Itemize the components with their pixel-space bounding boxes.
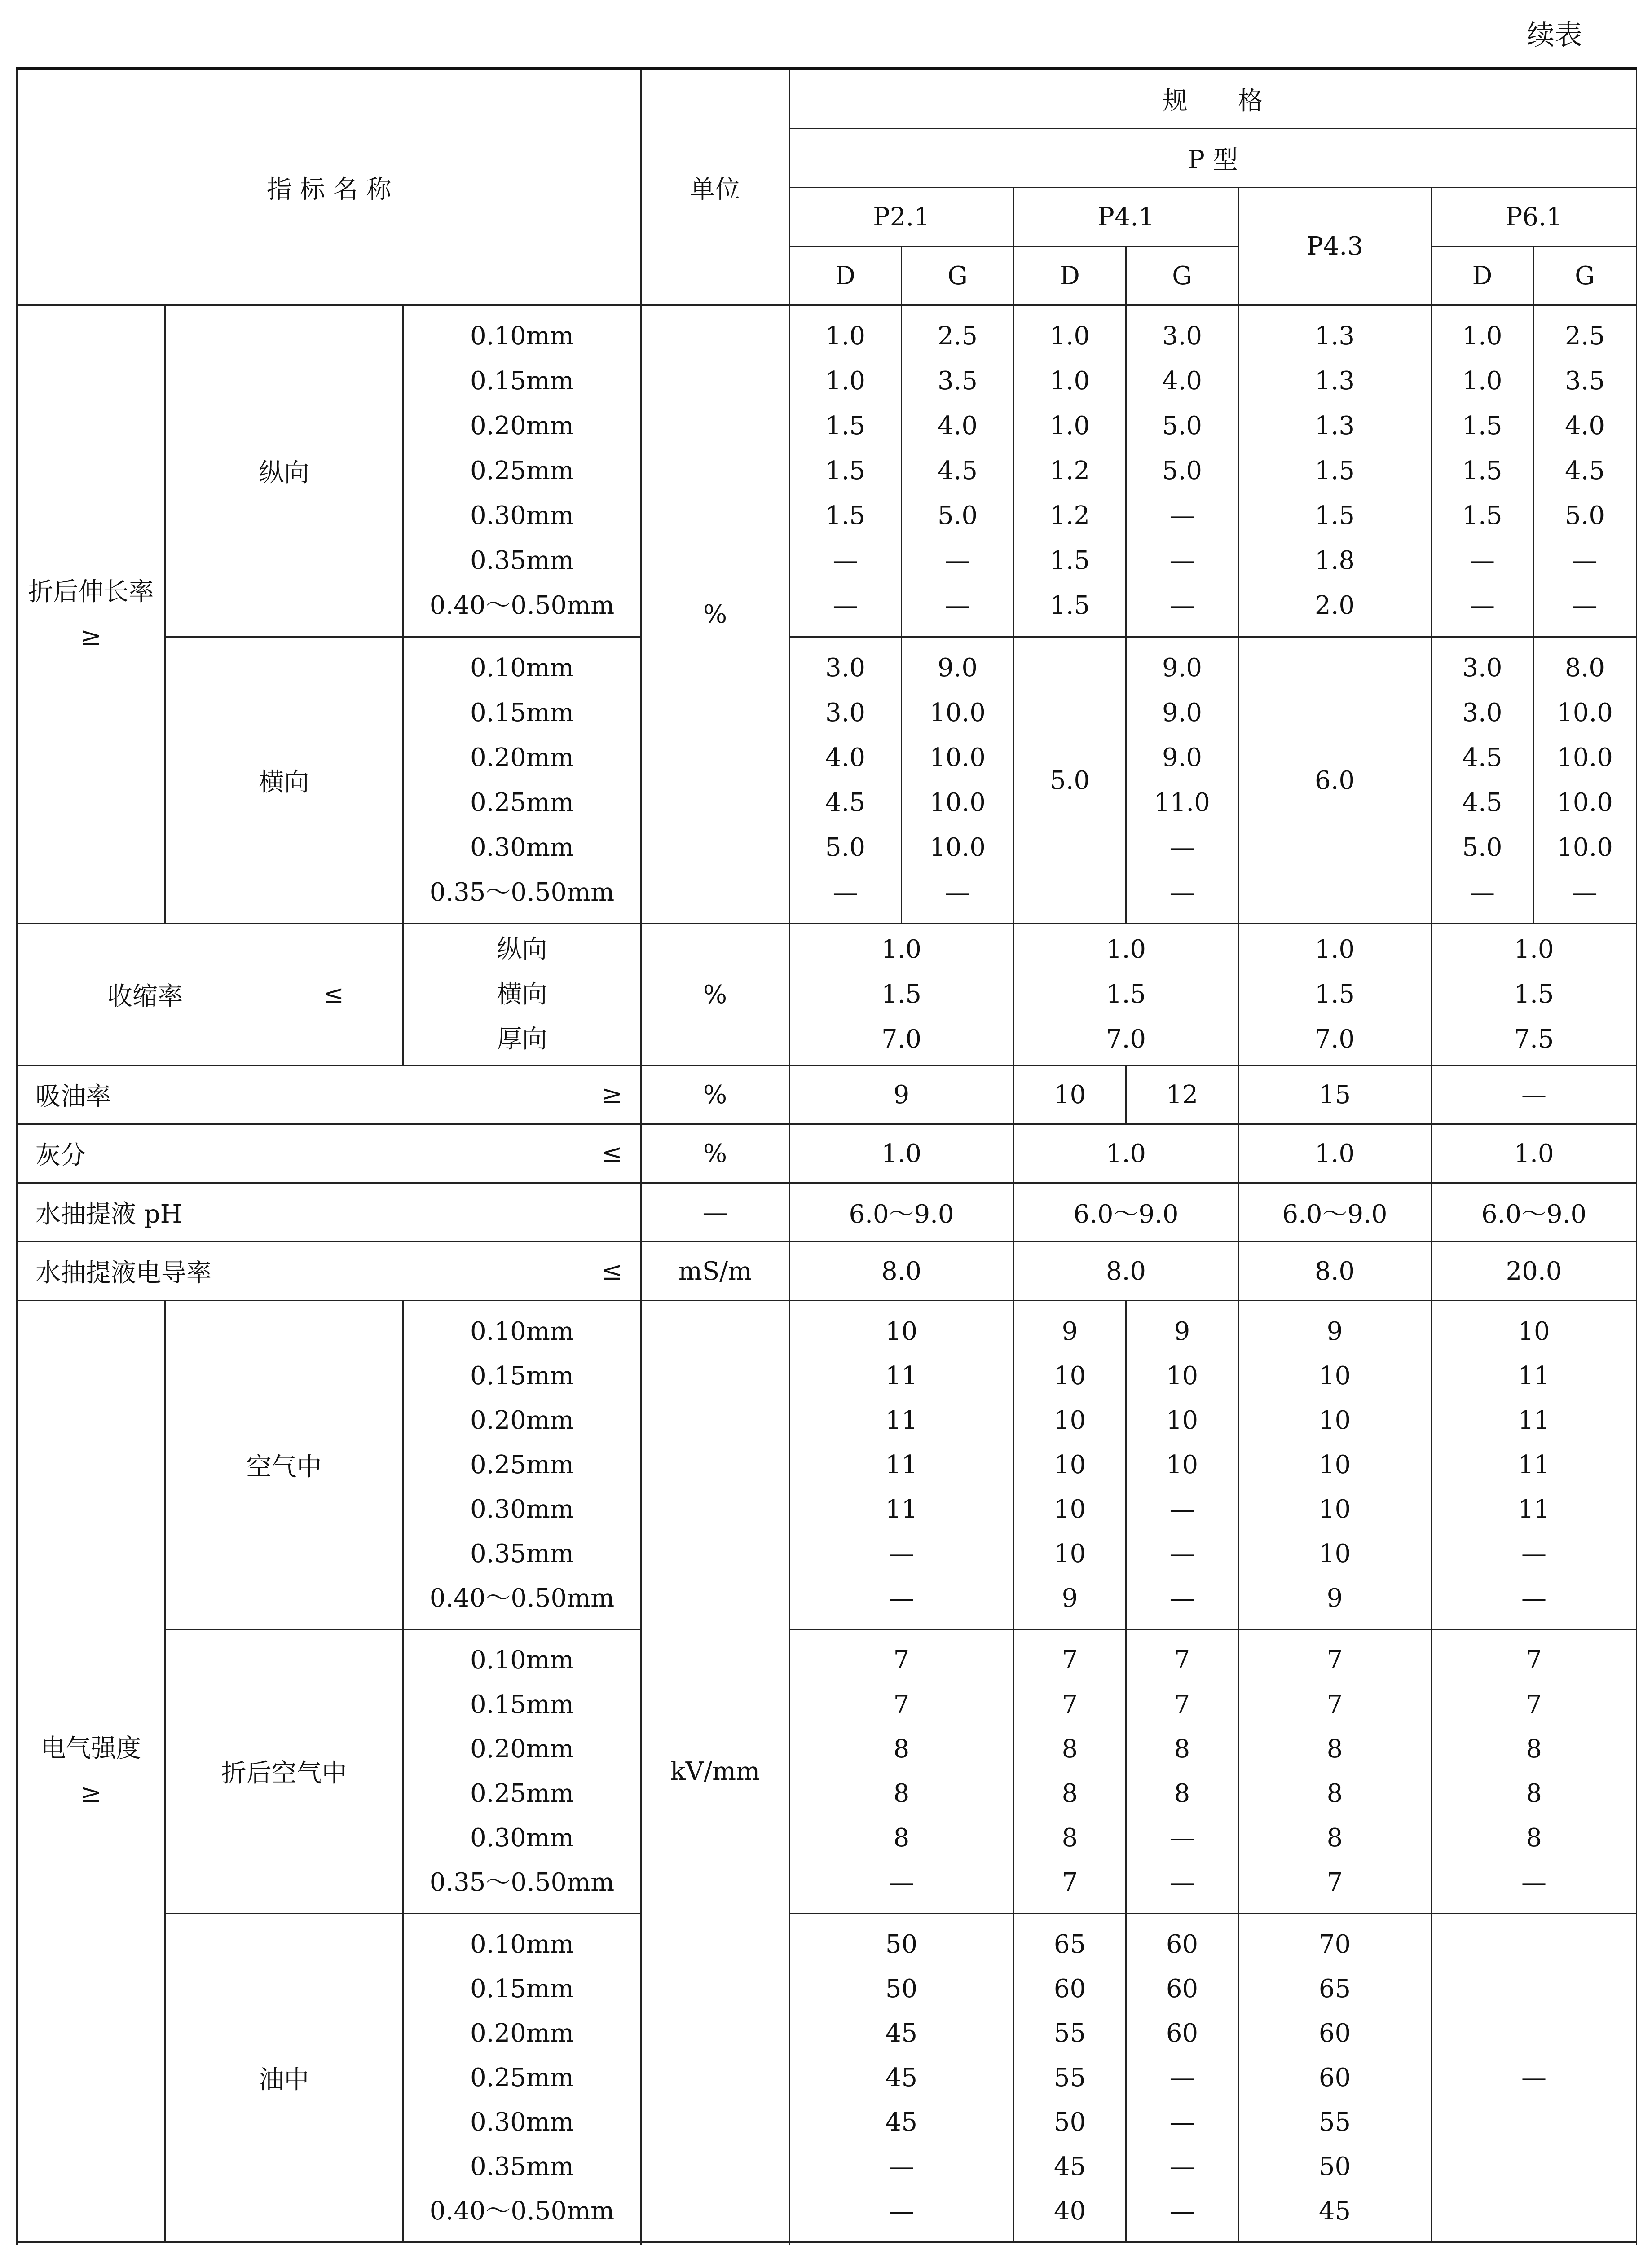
cond-sign: ≤ — [601, 1256, 622, 1286]
oil-abs-p41g: 12 — [1126, 1065, 1238, 1124]
elec-fold-p21: 7 7 8 8 8 — — [789, 1629, 1014, 1914]
oil-abs-p41d: 10 — [1014, 1065, 1126, 1124]
elong-long-p21d: 1.0 1.0 1.5 1.5 1.5 — — — [789, 305, 902, 637]
shrink-p61: 1.0 1.5 7.5 — [1432, 924, 1637, 1065]
ph-p41: 6.0～9.0 — [1014, 1183, 1238, 1242]
elec-oil-name: 油中 — [165, 1914, 403, 2242]
oil-abs-name-cell — [17, 1065, 641, 1124]
elong-trans-thickness: 0.10mm 0.15mm 0.20mm 0.25mm 0.30mm 0.35～0.50mm — [403, 637, 641, 924]
elong-trans-name: 横向 — [165, 637, 403, 924]
ph-p43: 6.0～9.0 — [1238, 1183, 1432, 1242]
cond-p61: 20.0 — [1432, 1242, 1637, 1301]
elong-long-p61d: 1.0 1.0 1.5 1.5 1.5 — — — [1432, 305, 1533, 637]
shrink-sign: ≤ — [323, 980, 344, 1009]
elec-air-name: 空气中 — [165, 1301, 403, 1629]
grade-p61: P6.1 — [1432, 188, 1637, 247]
elec-air-p41d: 9 10 10 10 10 10 9 — [1014, 1301, 1126, 1629]
elec-fold-p41d: 7 7 8 8 8 7 — [1014, 1629, 1126, 1914]
shrink-p21: 1.0 1.5 7.0 — [789, 924, 1014, 1065]
header-ptype: P 型 — [789, 129, 1637, 188]
elong-long-p41d: 1.0 1.0 1.0 1.2 1.2 1.5 1.5 — [1014, 305, 1126, 637]
shrink-unit: % — [641, 924, 789, 1065]
ph-p21: 6.0～9.0 — [789, 1183, 1014, 1242]
elong-name: 折后伸长率 ≥ — [17, 305, 165, 924]
elec-oil-p61: — — [1432, 1914, 1637, 2242]
ash-p43: 1.0 — [1238, 1124, 1432, 1183]
cond-name: 水抽提液电导率 — [35, 1259, 211, 1288]
spec-table — [16, 67, 1637, 2245]
ash-name-cell — [17, 1124, 641, 1183]
elec-fold-thickness: 0.10mm 0.15mm 0.20mm 0.25mm 0.30mm 0.35～0.50mm — [403, 1629, 641, 1914]
ash-p21: 1.0 — [789, 1124, 1014, 1183]
elong-trans-p21d: 3.0 3.0 4.0 4.5 5.0 — — [789, 637, 902, 924]
elec-air-p43: 9 10 10 10 10 10 9 — [1238, 1301, 1432, 1629]
elec-air-p41g: 9 10 10 10 — — — — [1126, 1301, 1238, 1629]
cond-unit: mS/m — [641, 1242, 789, 1301]
elong-long-p61g: 2.5 3.5 4.0 4.5 5.0 — — — [1533, 305, 1637, 637]
shrink-p43: 1.0 1.5 7.0 — [1238, 924, 1432, 1065]
elec-fold-p41g: 7 7 8 8 — — — [1126, 1629, 1238, 1914]
ash-sign: ≤ — [601, 1139, 622, 1168]
continued-label: 续表 — [1526, 18, 1582, 51]
ash-p61: 1.0 — [1432, 1124, 1637, 1183]
oil-abs-name: 吸油率 — [35, 1082, 111, 1111]
elong-long-p43: 1.3 1.3 1.3 1.5 1.5 1.8 2.0 — [1238, 305, 1432, 637]
elong-unit: % — [641, 305, 789, 924]
p21-d-label: D — [789, 247, 902, 305]
ash-unit: % — [641, 1124, 789, 1183]
shrink-name: 收缩率 — [107, 982, 183, 1011]
cond-p43: 8.0 — [1238, 1242, 1432, 1301]
cond-p41: 8.0 — [1014, 1242, 1238, 1301]
oil-abs-p61: — — [1432, 1065, 1637, 1124]
elong-long-p21g: 2.5 3.5 4.0 4.5 5.0 — — — [902, 305, 1014, 637]
moisture-value — [789, 2242, 1637, 2245]
ash-name: 灰分 — [35, 1141, 86, 1170]
ph-name: 水抽提液 pH — [17, 1183, 641, 1242]
p41-g-label: G — [1126, 247, 1238, 305]
oil-abs-sign: ≥ — [601, 1080, 622, 1109]
grade-p21: P2.1 — [789, 188, 1014, 247]
elong-trans-p41g: 9.0 9.0 9.0 11.0 — — — [1126, 637, 1238, 924]
p41-d-label: D — [1014, 247, 1126, 305]
oil-abs-unit: % — [641, 1065, 789, 1124]
header-unit: 单位 — [641, 69, 789, 305]
elong-long-p41g: 3.0 4.0 5.0 5.0 — — — — [1126, 305, 1238, 637]
elec-oil-p21: 50 50 45 45 45 — — — [789, 1914, 1014, 2242]
ash-p41: 1.0 — [1014, 1124, 1238, 1183]
elong-trans-p41d: 5.0 — [1014, 637, 1126, 924]
header-spec: 规 格 — [789, 69, 1637, 129]
elong-trans-p43: 6.0 — [1238, 637, 1432, 924]
oil-abs-p21: 9 — [789, 1065, 1014, 1124]
p61-g-label: G — [1533, 247, 1637, 305]
elec-oil-p41g: 60 60 60 — — — — — [1126, 1914, 1238, 2242]
oil-abs-p43: 15 — [1238, 1065, 1432, 1124]
elec-air-thickness: 0.10mm 0.15mm 0.20mm 0.25mm 0.30mm 0.35mm 0.40～0.50mm — [403, 1301, 641, 1629]
elong-long-name: 纵向 — [165, 305, 403, 637]
ph-p61: 6.0～9.0 — [1432, 1183, 1637, 1242]
cond-name-cell — [17, 1242, 641, 1301]
cond-p21: 8.0 — [789, 1242, 1014, 1301]
header-name: 指 标 名 称 — [17, 69, 641, 305]
grade-p41: P4.1 — [1014, 188, 1238, 247]
moisture-name-cell — [17, 2242, 641, 2245]
elong-trans-p61g: 8.0 10.0 10.0 10.0 10.0 — — [1533, 637, 1637, 924]
shrink-p41: 1.0 1.5 7.0 — [1014, 924, 1238, 1065]
elec-oil-thickness: 0.10mm 0.15mm 0.20mm 0.25mm 0.30mm 0.35mm 0.40～0.50mm — [403, 1914, 641, 2242]
moisture-unit — [641, 2242, 789, 2245]
elong-long-thickness: 0.10mm 0.15mm 0.20mm 0.25mm 0.30mm 0.35mm 0.40～0.50mm — [403, 305, 641, 637]
elec-oil-p43: 70 65 60 60 55 50 45 — [1238, 1914, 1432, 2242]
elec-name: 电气强度 ≥ — [17, 1301, 165, 2242]
p21-g-label: G — [902, 247, 1014, 305]
elong-trans-p61d: 3.0 3.0 4.5 4.5 5.0 — — [1432, 637, 1533, 924]
elec-unit: kV/mm — [641, 1301, 789, 2242]
grade-p43: P4.3 — [1238, 188, 1432, 305]
elong-trans-p21g: 9.0 10.0 10.0 10.0 10.0 — — [902, 637, 1014, 924]
ph-unit: — — [641, 1183, 789, 1242]
elec-air-p61: 10 11 11 11 11 — — — [1432, 1301, 1637, 1629]
elec-air-p21: 10 11 11 11 11 — — — [789, 1301, 1014, 1629]
elec-fold-p61: 7 7 8 8 8 — — [1432, 1629, 1637, 1914]
shrink-directions: 纵向 横向 厚向 — [403, 924, 641, 1065]
p61-d-label: D — [1432, 247, 1533, 305]
shrink-name-cell — [17, 924, 403, 1065]
elec-oil-p41d: 65 60 55 55 50 45 40 — [1014, 1914, 1126, 2242]
elec-fold-p43: 7 7 8 8 8 7 — [1238, 1629, 1432, 1914]
elec-fold-name: 折后空气中 — [165, 1629, 403, 1914]
